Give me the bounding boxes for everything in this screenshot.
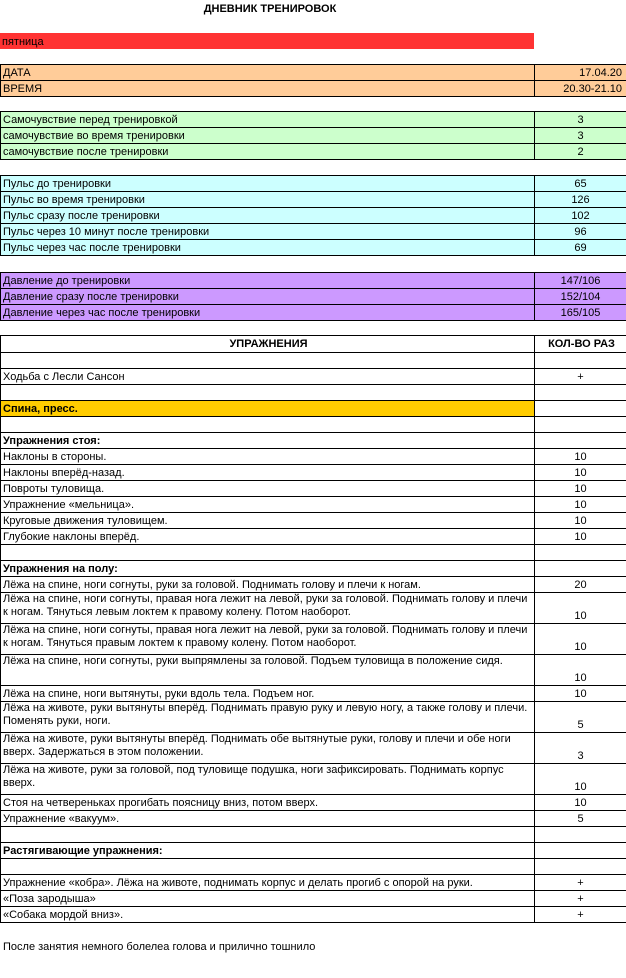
exercise-label: «Собака мордой вниз». <box>1 907 535 923</box>
exercise-label: Круговые движения туловищем. <box>1 513 535 529</box>
exercise-count: 10 <box>535 449 626 465</box>
exercise-label: Лёжа на животе, руки вытянуты вперёд. Поднимать обе вытянутые руки, голову и плечи и обе ноги вверх. Задержаться в этом положении. <box>1 733 535 764</box>
empty-cell <box>1 545 535 561</box>
exercise-count: 5 <box>535 702 626 733</box>
standing-title: Упражнения стоя: <box>1 433 535 449</box>
exercise-label: Стоя на четвереньках прогибать поясницу вниз, потом вверх. <box>1 795 535 811</box>
exercise-count: 5 <box>535 811 626 827</box>
exercise-label: Лёжа на животе, руки вытянуты вперёд. Поднимать правую руку и левую ногу, а также голову и плечи. Поменять руки, ноги. <box>1 702 535 733</box>
exercise-label: Лёжа на спине, ноги согнуты, руки выпрямлены за головой. Подъем туловища в положение сидя. <box>1 655 535 686</box>
exercises-table <box>0 335 626 923</box>
exercise-count: 20 <box>535 577 626 593</box>
pressure-value: 147/106 <box>535 273 626 289</box>
warmup-label: Ходьба с Лесли Сансон <box>1 369 535 385</box>
empty-cell <box>535 545 626 561</box>
exercise-label: Наклоны в стороны. <box>1 449 535 465</box>
pulse-label: Пульс через час после тренировки <box>1 240 535 256</box>
exercise-count: 10 <box>535 513 626 529</box>
exercises-header: УПРАЖНЕНИЯ <box>1 336 535 353</box>
exercise-count: 10 <box>535 795 626 811</box>
empty-cell <box>535 859 626 875</box>
exercise-label: Повроты туловища. <box>1 481 535 497</box>
count-header: КОЛ-ВО РАЗ <box>535 336 626 353</box>
pressure-block <box>0 272 626 321</box>
day-row <box>0 33 534 49</box>
date-block <box>0 64 626 97</box>
exercise-label: «Поза зародыша» <box>1 891 535 907</box>
empty-cell <box>535 561 626 577</box>
pulse-label: Пульс через 10 минут после тренировки <box>1 224 535 240</box>
pulse-label: Пульс во время тренировки <box>1 192 535 208</box>
empty-cell <box>535 433 626 449</box>
floor-title: Упражнения на полу: <box>1 561 535 577</box>
exercise-label: Наклоны вперёд-назад. <box>1 465 535 481</box>
feel-value: 2 <box>535 144 626 160</box>
empty-cell <box>1 859 535 875</box>
pressure-label: Давление через час после тренировки <box>1 305 535 321</box>
pulse-label: Пульс до тренировки <box>1 176 535 192</box>
empty-cell <box>535 843 626 859</box>
exercise-count: + <box>535 875 626 891</box>
pulse-block <box>0 175 626 256</box>
pressure-label: Давление сразу после тренировки <box>1 289 535 305</box>
section-title: Спина, пресс. <box>1 401 535 417</box>
pulse-label: Пульс сразу после тренировки <box>1 208 535 224</box>
exercise-label: Упражнение «мельница». <box>1 497 535 513</box>
empty-cell <box>535 401 626 417</box>
pressure-value: 152/104 <box>535 289 626 305</box>
pressure-value: 165/105 <box>535 305 626 321</box>
date-value: 17.04.20 <box>535 65 626 81</box>
exercise-label: Лёжа на спине, ноги вытянуты, руки вдоль тела. Подъем ног. <box>1 686 535 702</box>
exercise-count: 10 <box>535 529 626 545</box>
feel-label: самочувствие после тренировки <box>1 144 535 160</box>
feel-label: Самочувствие перед тренировкой <box>1 112 535 128</box>
exercise-count: 10 <box>535 686 626 702</box>
exercise-count: 10 <box>535 655 626 686</box>
exercise-count: + <box>535 907 626 923</box>
empty-cell <box>1 417 535 433</box>
exercise-count: + <box>535 891 626 907</box>
feel-block <box>0 111 626 160</box>
empty-cell <box>535 827 626 843</box>
stretch-title: Растягивающие упражнения: <box>1 843 535 859</box>
empty-cell <box>535 417 626 433</box>
exercise-count: 10 <box>535 593 626 624</box>
exercise-count: 3 <box>535 733 626 764</box>
pulse-value: 102 <box>535 208 626 224</box>
date-label: ДАТА <box>1 65 535 81</box>
pulse-value: 126 <box>535 192 626 208</box>
exercise-label: Лёжа на спине, ноги согнуты, правая нога лежит на левой, руки за головой. Поднимать голову и плечи к ногам. Тянуться левым локтем к правому колену. Потом наоборот. <box>1 593 535 624</box>
empty-cell <box>1 385 535 401</box>
feel-label: самочувствие во время тренировки <box>1 128 535 144</box>
empty-cell <box>535 353 626 369</box>
training-note: После занятия немного болелеа голова и прилично тошнило <box>3 941 316 953</box>
empty-cell <box>1 353 535 369</box>
exercise-count: 10 <box>535 465 626 481</box>
exercise-count: 10 <box>535 764 626 795</box>
feel-value: 3 <box>535 128 626 144</box>
exercise-count: 10 <box>535 481 626 497</box>
pulse-value: 65 <box>535 176 626 192</box>
exercise-label: Лёжа на спине, ноги согнуты, правая нога лежит на левой, руки за головой. Поднимать голову и плечи к ногам. Тянуться правым локтем к правому колену. Потом наоборот. <box>1 624 535 655</box>
empty-cell <box>535 385 626 401</box>
exercise-count: 10 <box>535 497 626 513</box>
exercise-count: 10 <box>535 624 626 655</box>
exercise-label: Лёжа на спине, ноги согнуты, руки за головой. Поднимать голову и плечи к ногам. <box>1 577 535 593</box>
day-label: пятница <box>0 33 534 49</box>
pulse-value: 96 <box>535 224 626 240</box>
time-value: 20.30-21.10 <box>535 81 626 97</box>
exercise-label: Упражнение «вакуум». <box>1 811 535 827</box>
feel-value: 3 <box>535 112 626 128</box>
pulse-value: 69 <box>535 240 626 256</box>
time-label: ВРЕМЯ <box>1 81 535 97</box>
pressure-label: Давление до тренировки <box>1 273 535 289</box>
exercise-label: Упражнение «кобра». Лёжа на животе, поднимать корпус и делать прогиб с опорой на руки. <box>1 875 535 891</box>
warmup-value: + <box>535 369 626 385</box>
exercise-label: Глубокие наклоны вперёд. <box>1 529 535 545</box>
empty-cell <box>1 827 535 843</box>
page-title: ДНЕВНИК ТРЕНИРОВОК <box>203 3 337 15</box>
exercise-label: Лёжа на животе, руки за головой, под туловище подушка, ноги зафиксировать. Поднимать корпус вверх. <box>1 764 535 795</box>
